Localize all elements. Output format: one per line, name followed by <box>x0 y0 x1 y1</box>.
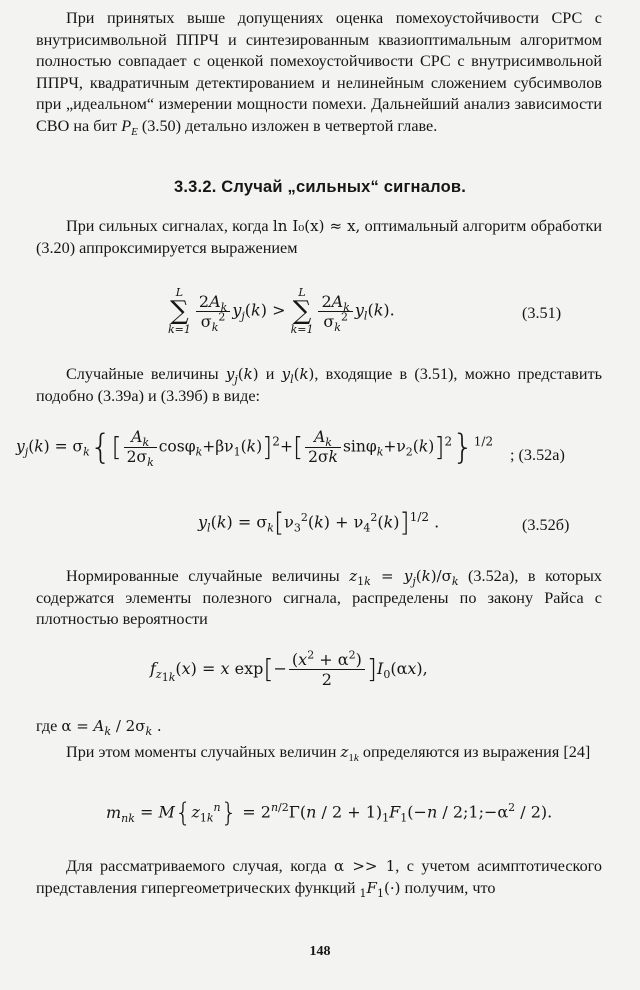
equation-label-3-52b: (3.52б) <box>522 516 570 534</box>
paragraph-4: Нормированные случайные величины $z_{1k} = y_j(k)/\sigma_k$ (3.52а), в которых содержатся элементы полезного сигнала, распределены по закону Райса с плотностью вероятности <box>36 567 603 629</box>
equation-3-51: L ∑ k=1 $\frac{2A_k}{\sigma_k^2}$ $y_j(k)$ > L ∑ k=1 $\frac{2A_k}{\sigma_k^2}$ $y_l(k)$. <box>168 286 395 336</box>
equation-rice-density: $f_{z_{1k}}(x) = x$ exp[− $\frac{(x^2 + \alpha^2)}{2}$ ]$I_0(\alpha x)$, <box>150 648 428 689</box>
paragraph-1: При принятых выше допущениях оценка помехоустойчивости СРС с внутрисимвольной ППРЧ и синтезированным квазиоптимальным алгоритмом полностью совпадает с оценкой помехоустойчивости СРС с внутрисимвольной ППРЧ, квадратичным детектированием и нелинейным сложением субсимволов при „идеальном“ измерении мощности помехи. Дальнейший анализ зависимости СВО на бит $P_E$ (3.50) детально изложен в четвертой главе. <box>36 9 602 139</box>
paragraph-3: Случайные величины $y_j(k)$ и $y_l(k)$, входящие в (3.51), можно представить подобно (3.39а) и (3.39б) в виде: <box>36 365 603 405</box>
variable-p: P <box>121 116 132 135</box>
equation-3-52a: $y_j(k) = \sigma_k${[ $\frac{A_k}{2\sigma_k}$ $\cos\varphi_k+\beta\nu_1(k)]^2+$[ $\frac{A_k}{2\sigma k}$ $\sin\varphi_k+\nu_2(k)]^2\}^{1/2}$ <box>16 427 494 470</box>
page-number: 148 <box>309 944 331 959</box>
paragraph-5: При этом моменты случайных величин $z_{1k}$ определяются из выражения [24] <box>66 743 591 765</box>
paragraph-6: Для рассматриваемого случая, когда α >> 1, с учетом асимптотического представления гипергеометрических функций $_1F_1(\cdot)$ получим, что <box>36 857 602 900</box>
paragraph-2: При сильных сигналах, когда ln I₀(x) ≈ x, оптимальный алгоритм обработки (3.20) аппроксимируется выражением <box>36 217 602 257</box>
equation-moments: $m_{nk} = M\{z_{1k}^n\} = 2^{n/2}\Gamma(n / 2 + 1)_1F_1(-n$ / $2;1;-\alpha^2 / 2$). <box>106 798 553 828</box>
equation-3-52b: $y_l(k) = \sigma_k[\nu_3^2(k) + \nu_4^2(k)]^{1/2}$ . <box>198 508 440 538</box>
where-line: где $\alpha = A_k / 2\sigma_k$ . <box>36 717 162 738</box>
equation-label-3-52a: ; (3.52а) <box>510 446 565 464</box>
equation-label-3-51: (3.51) <box>522 304 562 322</box>
section-title: 3.3.2. Случай „сильных“ сигналов. <box>174 178 466 196</box>
inline-expression-ln-i0: ln I₀(x) ≈ x, <box>272 217 361 235</box>
